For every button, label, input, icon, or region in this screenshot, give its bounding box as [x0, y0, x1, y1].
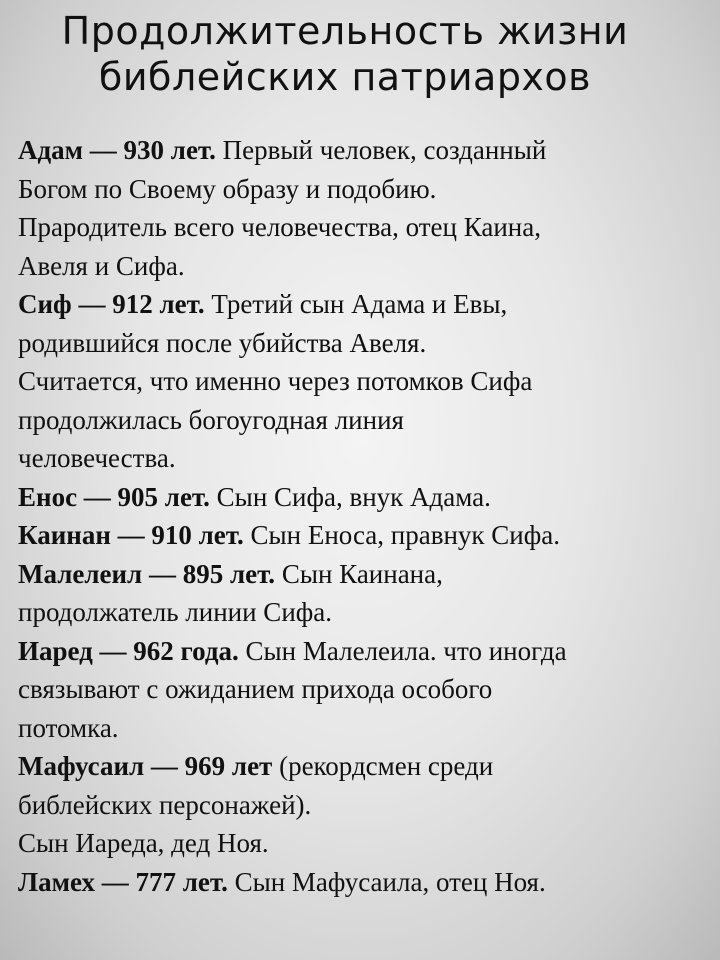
patriarch-entry — [18, 555, 718, 632]
entry-text: Третий сын Адама и Евы, — [204, 289, 508, 319]
patriarch-name-age: Иаред — 962 года. — [18, 635, 239, 666]
entry-text: Сын Сифа, внук Адама. — [209, 481, 491, 512]
patriarch-name-age: Каинан — 910 лет. — [18, 520, 244, 550]
entry-line — [18, 747, 718, 786]
entry-line — [18, 401, 718, 440]
patriarch-entry — [18, 285, 718, 478]
entry-line — [18, 131, 718, 170]
entry-text: Сын Каинана, — [275, 558, 443, 589]
entry-text: Сын Еноса, правнук Сифа. — [243, 520, 560, 550]
page-title — [0, 8, 690, 100]
entry-text: Авеля и Сифа. — [18, 250, 185, 281]
entry-line — [18, 324, 718, 363]
entry-text: (рекордсмен среди — [272, 751, 494, 781]
entry-text: Первый человек, созданный — [215, 135, 547, 165]
entry-text: человечества. — [18, 443, 176, 473]
entry-line — [18, 824, 718, 863]
patriarch-entry — [18, 863, 718, 902]
entry-text: Сын Иареда, дед Ноя. — [18, 828, 269, 858]
entry-line — [18, 786, 718, 825]
entry-text: библейских персонажей). — [18, 789, 312, 820]
entry-text: продолжатель линии Сифа. — [18, 597, 332, 627]
entry-line — [18, 632, 718, 671]
entry-line — [18, 478, 718, 517]
patriarch-name-age: Мафусаил — 969 лет — [18, 751, 273, 781]
entry-line — [18, 170, 718, 209]
entry-line — [18, 285, 718, 324]
entry-line — [18, 247, 718, 286]
patriarch-name-age: Сиф — 912 лет. — [18, 289, 205, 319]
entry-line — [18, 709, 718, 748]
entry-text: Считается, что именно через потомков Сифа — [18, 366, 533, 396]
patriarch-entry — [18, 747, 718, 863]
entry-text: Сын Мафусаила, отец Ноя. — [227, 866, 546, 897]
entry-line — [18, 516, 718, 555]
title-line-1: Продолжительность жизни — [61, 9, 629, 53]
patriarch-name-age: Ламех — 777 лет. — [18, 866, 228, 897]
title-line-2: библейских патриархов — [98, 55, 592, 99]
patriarch-entry — [18, 478, 718, 517]
patriarch-name-age: Енос — 905 лет. — [18, 481, 210, 512]
entry-text: Сын Малелеила. что иногда — [238, 635, 567, 666]
patriarch-name-age: Адам — 930 лет. — [18, 135, 216, 165]
patriarch-entry — [18, 632, 718, 748]
entry-text: связывают с ожиданием прихода особого — [18, 674, 493, 704]
patriarch-name-age: Малелеил — 895 лет. — [18, 558, 276, 589]
entry-text: Богом по Своему образу и подобию. — [18, 173, 437, 204]
entry-text: родившийся после убийства Авеля. — [18, 327, 427, 358]
entry-text: Прародитель всего человечества, отец Каина, — [18, 212, 541, 242]
entry-line — [18, 555, 718, 594]
entry-line — [18, 362, 718, 401]
entry-text: продолжилась богоугодная линия — [18, 404, 404, 435]
patriarch-list — [18, 131, 718, 901]
entry-line — [18, 863, 718, 902]
entry-line — [18, 670, 718, 709]
entry-line — [18, 208, 718, 247]
entry-line — [18, 439, 718, 478]
entry-text: потомка. — [18, 712, 119, 743]
patriarch-entry — [18, 516, 718, 555]
entry-line — [18, 593, 718, 632]
patriarch-entry — [18, 131, 718, 285]
